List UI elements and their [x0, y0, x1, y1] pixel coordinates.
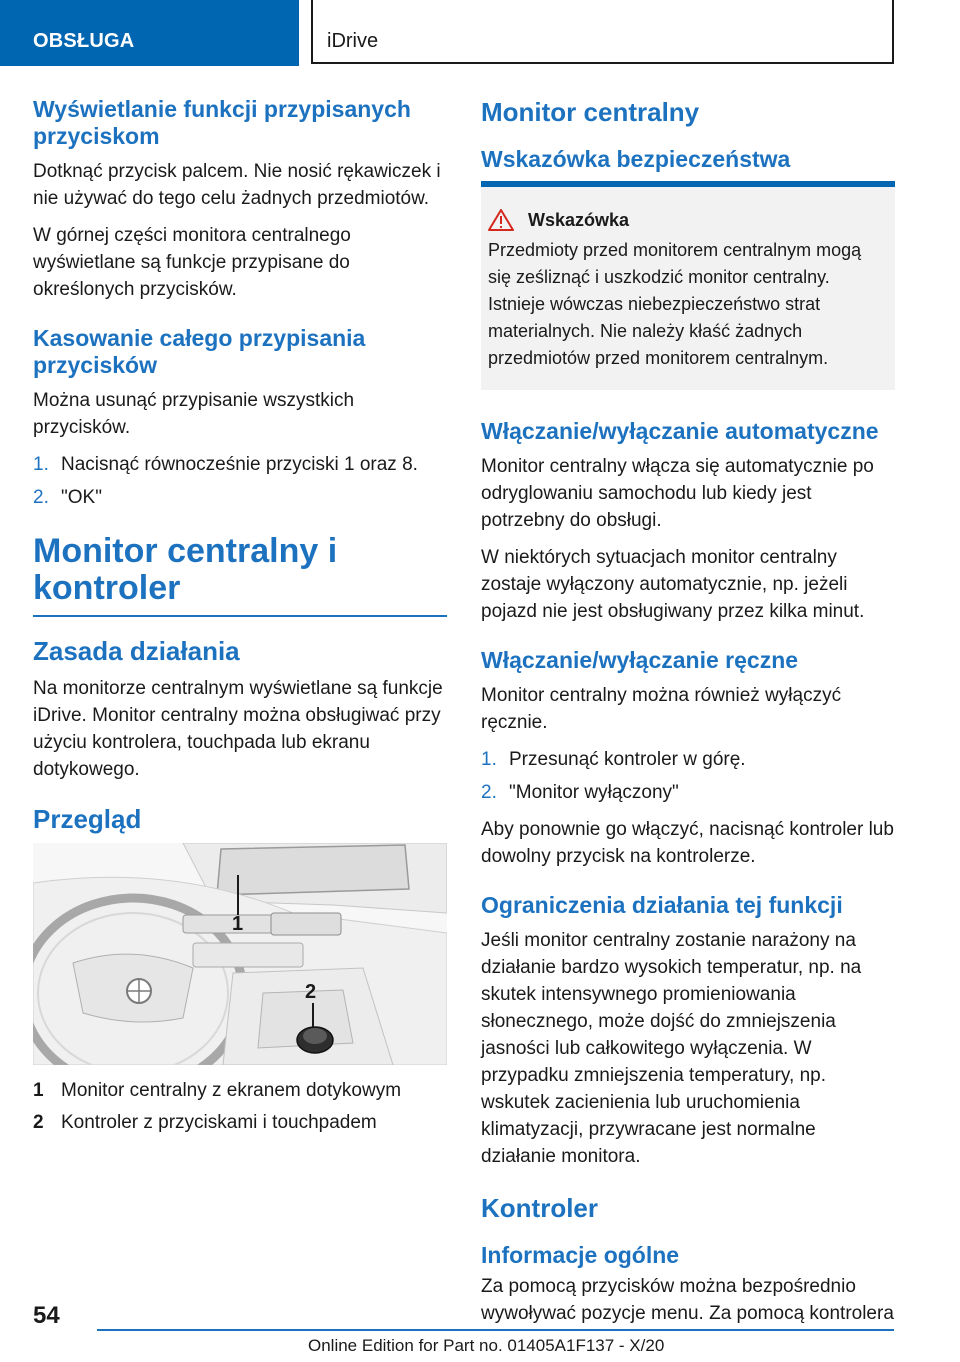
paragraph-manual-2: Aby ponownie go włączyć, nacisnąć kontroler lub dowolny przycisk na kontrolerze.: [481, 819, 894, 867]
heading-limits: Ograniczenia działania tej funkcji: [481, 892, 843, 918]
heading-auto-onoff: Włączanie/wyłączanie automatyczne: [481, 418, 879, 444]
warning-title: Wskazówka: [528, 209, 630, 230]
page-number: 54: [33, 1302, 60, 1329]
list-item: [33, 451, 447, 478]
chapter-title: Monitor centralny i kontroler: [33, 532, 338, 607]
warning-box: [481, 181, 895, 390]
paragraph-delete: Można usunąć przypisanie wszystkich przycisków.: [33, 390, 355, 438]
delete-steps-list: [33, 451, 447, 511]
legend-text: Monitor centralny z ekranem dotykowym: [61, 1080, 402, 1101]
heading-principle: Zasada działania: [33, 636, 240, 666]
paragraph-assigned-1: Dotknąć przycisk palcem. Nie nosić rękawiczek i nie używać do tego celu żadnych przedmiotów.: [33, 161, 441, 209]
manual-steps-list: [481, 746, 895, 806]
heading-central-monitor: Monitor centralny: [481, 97, 700, 127]
topic-tab: [311, 0, 894, 64]
paragraph-auto-1: Monitor centralny włącza się automatycznie po odryglowaniu samochodu lub kiedy jest potrzebny do obsługi.: [481, 456, 874, 531]
legend-number: 2: [33, 1112, 44, 1133]
paragraph-general: Za pomocą przycisków można bezpośrednio wywoływać pozycje menu. Za pomocą kontrolera: [481, 1276, 894, 1324]
footer-rule: [97, 1329, 894, 1331]
paragraph-manual: Monitor centralny można również wyłączyć ręcznie.: [481, 685, 842, 733]
list-text: Przesunąć kontroler w górę.: [509, 749, 746, 770]
list-text: "OK": [61, 487, 102, 508]
paragraph-assigned-2: W górnej części monitora centralnego wyświetlane są funkcje przypisane do określonych przycisków.: [33, 225, 351, 300]
section-tab: [0, 0, 299, 66]
heading-controller: Kontroler: [481, 1193, 598, 1223]
heading-general-info: Informacje ogólne: [481, 1242, 680, 1268]
list-number: 1.: [481, 749, 497, 770]
left-column: [33, 96, 447, 1141]
legend-item: [33, 1077, 447, 1104]
list-number: 2.: [33, 487, 49, 508]
chapter-rule: [33, 615, 447, 617]
dashboard-illustration: [33, 843, 447, 1065]
warning-triangle-icon: [488, 209, 514, 231]
topic-title: iDrive: [327, 30, 379, 52]
list-item: [33, 484, 447, 511]
list-item: [481, 746, 895, 773]
heading-manual-onoff: Włączanie/wyłączanie ręczne: [481, 647, 799, 673]
figure-legend: [33, 1077, 447, 1136]
warning-header: [488, 209, 887, 231]
heading-delete-assignment: Kasowanie całego przypisania przycisków: [33, 325, 366, 378]
legend-number: 1: [33, 1080, 44, 1101]
list-number: 1.: [33, 454, 49, 475]
dashboard-drawing: [33, 843, 447, 1065]
paragraph-principle: Na monitorze centralnym wyświetlane są funkcje iDrive. Monitor centralny można obsługiwać przy użyciu kontrolera, touchpada lub ekranu dotykowego.: [33, 678, 443, 780]
list-text: "Monitor wyłączony": [509, 782, 679, 803]
heading-safety: Wskazówka bezpieczeństwa: [481, 146, 791, 172]
footer-edition: Online Edition for Part no. 01405A1F137 - X/20: [308, 1336, 665, 1355]
figure-label-1: 1: [232, 913, 244, 935]
figure-label-2: 2: [305, 981, 317, 1003]
section-title: OBSŁUGA: [33, 30, 135, 52]
list-item: [481, 779, 895, 806]
heading-overview: Przegląd: [33, 804, 142, 834]
paragraph-auto-2: W niektórych sytuacjach monitor centralny zostaje wyłączony automatycznie, np. jeżeli pojazd nie jest obsługiwany przez kilka minut.: [481, 547, 865, 622]
heading-assigned-functions: Wyświetlanie funkcji przypisanych przyciskom: [33, 96, 411, 149]
paragraph-limits: Jeśli monitor centralny zostanie narażony na działanie bardzo wysokich temperatur, np. na skutek intensywnego promieniowania słonecznego, może dojść do zmniejszenia jasności lub całkowitego wyłączenia. W przypadku zmniejszenia temperatury, np. wskutek zacienienia lub uruchomienia klimatyzacji, przywracane jest normalne działanie monitora.: [481, 930, 862, 1167]
warning-text: Przedmioty przed monitorem centralnym mogą się ześliznąć i uszkodzić monitor centralny. Istnieje wówczas niebezpieczeństwo strat materialnych. Nie należy kłaść żadnych przedmiotów przed monitorem centralnym.: [488, 240, 862, 368]
list-text: Nacisnąć równocześnie przyciski 1 oraz 8.: [61, 454, 418, 475]
list-number: 2.: [481, 782, 497, 803]
legend-text: Kontroler z przyciskami i touchpadem: [61, 1112, 377, 1133]
right-column: [481, 96, 895, 1337]
legend-item: [33, 1109, 447, 1136]
